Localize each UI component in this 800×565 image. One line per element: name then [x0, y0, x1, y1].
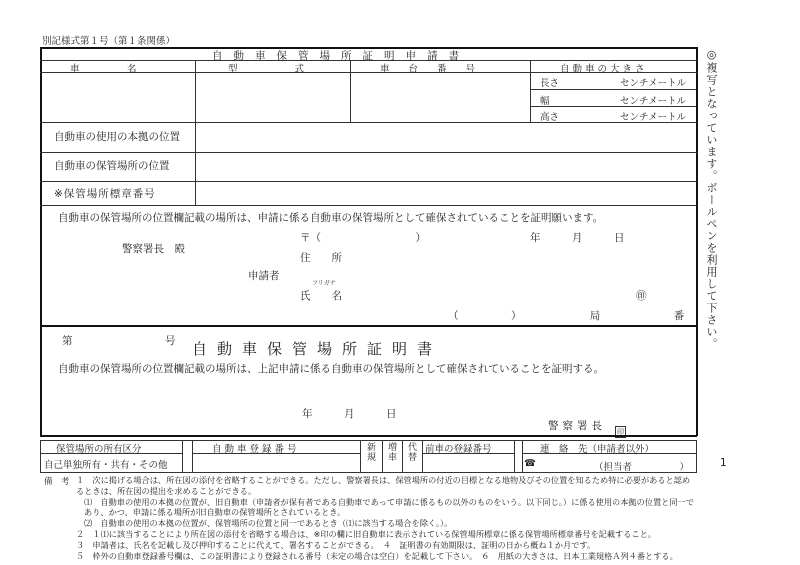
divider: [40, 72, 697, 73]
ownership-label: 保管場所の所有区分: [56, 444, 142, 455]
ownership-options[interactable]: 自己単独所有・共有・その他: [44, 460, 168, 471]
size-width-label: 幅: [540, 96, 550, 107]
side-note: ◎複写となっています。ボールペンを利用して下さい。: [705, 48, 718, 350]
storage-location-field[interactable]: [197, 154, 694, 180]
divider: [40, 122, 697, 123]
phone-icon: ☎: [524, 458, 536, 469]
storage-location-label: 自動車の保管場所の位置: [54, 160, 170, 172]
vehicle-type-field[interactable]: [197, 74, 347, 120]
note-item: ２ １⑴に該当することにより所在図の添付を省略する場合は、※印の欄に旧自動車に表示されている保管場所標章に係る保管場所標章番号を記載すること。: [76, 528, 656, 539]
divider: [530, 89, 696, 90]
vehicle-serial-field[interactable]: [352, 74, 527, 120]
col-type-header: 型 式: [228, 64, 305, 75]
cert-number-label: 第: [62, 335, 73, 347]
vehicle-name-field[interactable]: [42, 74, 192, 120]
note-item: ⑵ 自動車の使用の本拠の位置が、保管場所の位置と同一であるとき（⑴に該当する場合を除く。）。: [84, 518, 453, 529]
phone-field[interactable]: （ ） 局 番: [448, 310, 685, 322]
addressee: 警察署長 殿: [122, 243, 185, 255]
cert-seal: 印: [617, 428, 624, 436]
size-width-unit: センチメートル: [620, 96, 687, 107]
divider: [382, 440, 383, 472]
application-title: 自動車保管場所証明申請書: [212, 50, 470, 62]
usage-location-label: 自動車の使用の本拠の位置: [54, 131, 180, 143]
divider: [514, 440, 515, 472]
contact-label: 連 絡 先（申請者以外）: [540, 444, 655, 455]
application-date[interactable]: 年 月 日: [530, 232, 625, 244]
usage-location-field[interactable]: [197, 124, 694, 150]
size-length-label: 長さ: [540, 78, 560, 89]
divider: [522, 440, 523, 472]
note-item: ⑴ 自動車の使用の本拠の位置が、旧自動車（申請者が保有者である自動車であって申請に係るもの以外のものをいう。以下同じ。）に係る使用の本拠の位置と同一であり、かつ、申請に係る場所が旧自動車の保管場所とされているとき。: [84, 496, 694, 518]
divider: [40, 205, 697, 206]
note-item: ５ 枠外の自動車登録番号欄は、この証明書により登録される番号（未定の場合は空白）を記載して下さい。 ６ 用紙の大きさは、日本工業規格Ａ列４番とする。: [76, 550, 678, 561]
divider: [530, 60, 531, 122]
divider: [696, 440, 697, 472]
cert-number-suffix: 号: [165, 335, 176, 347]
col-name-header: 車 名: [70, 64, 137, 75]
replacement-option[interactable]: 代替: [406, 442, 416, 462]
divider: [360, 440, 361, 472]
divider: [195, 60, 196, 122]
divider: [40, 440, 41, 472]
divider: [195, 122, 196, 205]
size-length-unit: センチメートル: [620, 78, 687, 89]
divider: [530, 106, 696, 107]
size-header: 自動車の大きさ: [560, 64, 648, 75]
request-text: 自動車の保管場所の位置欄記載の場所は、申請に係る自動車の保管場所として確保されていることを証明願います。: [58, 212, 604, 224]
certificate-text: 自動車の保管場所の位置欄記載の場所は、上記申請に係る自動車の保管場所として確保されていることを証明する。: [58, 363, 604, 375]
applicant-seal: ㊞: [636, 290, 647, 302]
note-item: １ 次に掲げる場合は、所在図の添付を省略することができる。ただし、警察署長は、保管場所の付近の目標となる地物及びその位置を知るため特に必要があると認めるときは、所在図の提出を求めることができる。: [76, 475, 691, 496]
form-id: 別記様式第１号（第１条関係）: [42, 36, 176, 47]
registration-number-field[interactable]: [194, 455, 358, 471]
postal-code-field[interactable]: 〒（ ）: [300, 232, 426, 244]
divider: [402, 440, 403, 472]
size-height-label: 高さ: [540, 112, 560, 123]
notes-label: 備 考: [44, 477, 70, 487]
frame-right: [696, 47, 698, 436]
cert-signer: 警察署長: [548, 420, 606, 432]
increase-option[interactable]: 増車: [386, 442, 396, 462]
divider: [350, 60, 351, 122]
notes-list: [76, 475, 696, 561]
divider: [40, 325, 697, 327]
size-height-unit: センチメートル: [620, 112, 687, 123]
applicant-label: 申請者: [248, 270, 280, 282]
divider: [192, 440, 193, 472]
certificate-title: 自動車保管場所証明書: [192, 340, 443, 358]
contact-person[interactable]: （担当者 ）: [594, 462, 690, 473]
certificate-date: 年 月 日: [302, 408, 397, 420]
divider: [182, 440, 183, 472]
divider: [422, 440, 423, 472]
divider: [40, 152, 697, 153]
previous-registration-label: 前車の登録番号: [425, 444, 492, 455]
page-number: 1: [720, 457, 727, 469]
note-item: ３ 申請者は、氏名を記載し及び押印することに代えて、署名することができる。 ４ 証明書の有効期限は、証明の日から概ね１か月です。: [76, 539, 596, 550]
address-label: 住 所: [300, 252, 342, 264]
furigana-label: フリガナ: [312, 280, 336, 287]
divider: [40, 181, 697, 182]
frame-bottom: [40, 435, 697, 437]
registration-number-label: 自動車登録番号: [212, 444, 300, 455]
sticker-number-field[interactable]: [197, 183, 694, 203]
name-label: 氏 名: [300, 290, 342, 302]
previous-registration-field[interactable]: [424, 455, 512, 471]
col-serial-header: 車 台 番 号: [380, 64, 476, 75]
sticker-number-label: ※保管場所標章番号: [54, 188, 156, 200]
new-registration-option[interactable]: 新規: [365, 442, 375, 462]
